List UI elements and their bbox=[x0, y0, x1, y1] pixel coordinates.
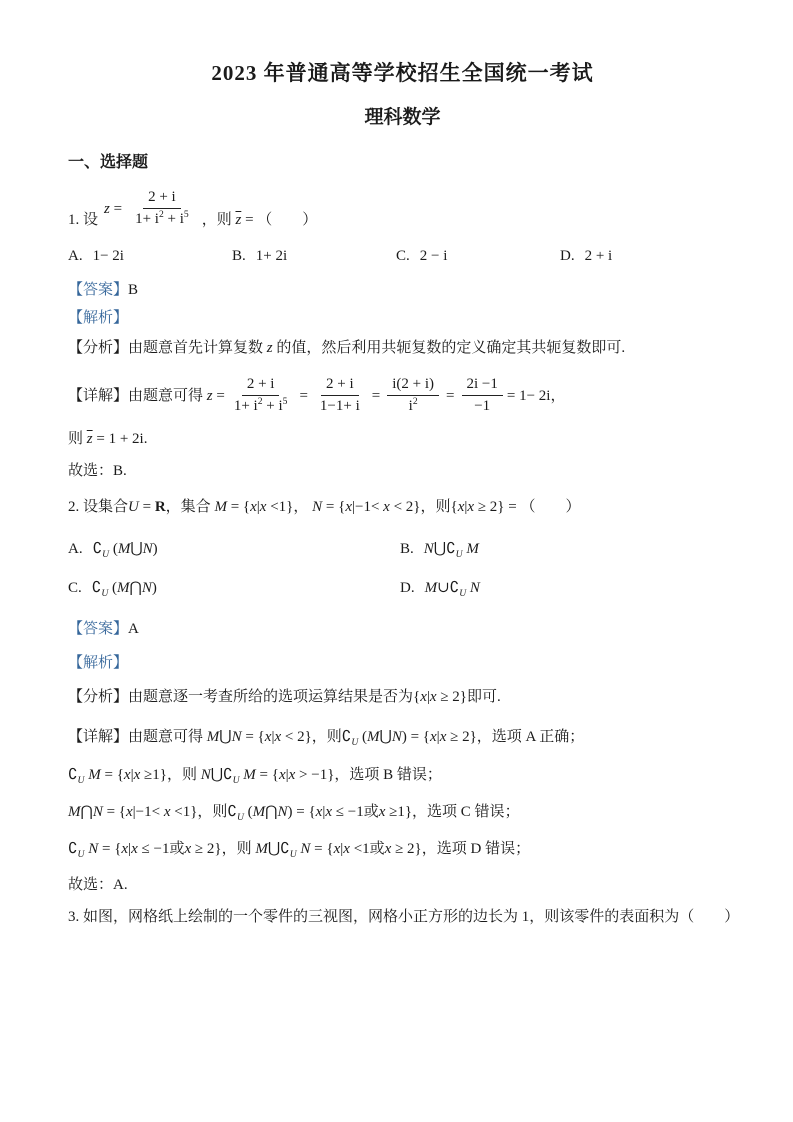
option-d bbox=[560, 245, 737, 267]
question-2-fenxi-line: 【分析】由题意逐一考查所给的选项运算结果是否为{x|x ≥ 2}即可. bbox=[68, 689, 501, 705]
section-header-choice-questions: 一、选择题 bbox=[68, 154, 149, 171]
fraction-numerator: i(2 + i) bbox=[387, 375, 439, 396]
question-2-answer-line bbox=[68, 618, 737, 640]
fraction-numerator: 2 + i bbox=[143, 188, 181, 209]
option-b-value: $N⋃∁_U$ M bbox=[423, 541, 479, 560]
question-1-jiexi-line bbox=[68, 307, 737, 329]
option-a bbox=[68, 245, 232, 267]
option-b-key: B. bbox=[232, 248, 246, 264]
fraction-denominator: −1 bbox=[474, 398, 491, 414]
option-d bbox=[400, 575, 480, 602]
option-d-value: 2 + i bbox=[584, 248, 613, 264]
question-1-stem bbox=[68, 188, 737, 231]
question-1-number-and-lead: 1. 设 bbox=[68, 212, 99, 228]
document-title: 2023 年普通高等学校招生全国统一考试 bbox=[211, 61, 594, 85]
question-1-detail-line-2: 则 $\overline{z} = 1 + 2i$. bbox=[68, 431, 148, 447]
option-b bbox=[400, 536, 479, 563]
equals-sign: = bbox=[299, 387, 308, 404]
option-b bbox=[232, 245, 396, 267]
fraction-denominator: $1+ i^2 + i^5$ bbox=[233, 396, 288, 414]
option-d-key: D. bbox=[560, 248, 575, 264]
fraction-numerator: 2i −1 bbox=[462, 375, 503, 396]
option-a-key: A. bbox=[68, 248, 83, 264]
question-1-options bbox=[68, 245, 737, 267]
option-b-key: B. bbox=[400, 541, 414, 557]
fraction bbox=[387, 375, 439, 416]
detail-prefix: 【详解】由题意可得 z = bbox=[68, 387, 225, 404]
fraction-numerator: 2 + i bbox=[321, 375, 359, 396]
option-c-value: 2 − i bbox=[419, 248, 448, 264]
question-2-detail-line-2: $∁_U$ M = {x|x ≥1}，则 $N⋃∁_U$ M = {x|x > −1}，选项 B 错误； bbox=[68, 767, 442, 786]
question-2-stem: 2. 设集合U = R，集合 M = {x|x <1}， N = {x|−1< x < 2}，则{x|x ≥ 2} = （ ） bbox=[68, 499, 581, 515]
question-2-detail-line-4: $∁_U$ N = {x|x ≤ −1或x ≥ 2}，则 $M⋃∁_U$ N = {x|x <1或x ≥ 2}，选项 D 错误； bbox=[68, 841, 531, 860]
question-1-detail-line bbox=[68, 375, 737, 416]
question-2-options-row-2 bbox=[68, 575, 737, 602]
fraction bbox=[130, 188, 194, 229]
formula-lhs: z = bbox=[104, 200, 123, 217]
question-1-fenxi-line: 【分析】由题意首先计算复数 z 的值，然后利用共轭复数的定义确定其共轭复数即可. bbox=[68, 340, 626, 356]
fraction bbox=[462, 375, 503, 416]
jiexi-label: 【解析】 bbox=[68, 310, 129, 326]
fraction-numerator: 2 + i bbox=[242, 375, 280, 396]
option-a-value: 1− 2i bbox=[92, 248, 124, 264]
fraction-denominator: 1−1+ i bbox=[319, 398, 360, 414]
option-c-value: $∁_U$ (M⋂N) bbox=[91, 580, 157, 599]
question-1-conclusion: 故选：B. bbox=[68, 463, 127, 479]
question-2-detail-line-1: 【详解】由题意可得 M⋃N = {x|x < 2}，则$∁_U$ (M⋃N) = {x|x ≥ 2}，选项 A 正确； bbox=[68, 729, 585, 748]
answer-label: 【答案】 bbox=[68, 621, 129, 637]
question-1-stem-suffix: ，则 $\overline{z}$ = （ ） bbox=[201, 212, 318, 228]
equals-sign: = bbox=[446, 387, 455, 404]
option-a-value: $∁_U$ (M⋃N) bbox=[92, 541, 158, 560]
document-subtitle: 理科数学 bbox=[364, 107, 441, 128]
detail-suffix: = 1− 2i， bbox=[506, 387, 566, 404]
answer-value: A bbox=[128, 621, 139, 637]
fraction bbox=[315, 375, 365, 416]
option-b-value: 1+ 2i bbox=[255, 248, 288, 264]
option-c-key: C. bbox=[68, 580, 82, 596]
option-d-key: D. bbox=[400, 580, 415, 596]
jiexi-label: 【解析】 bbox=[68, 655, 129, 671]
question-1-formula bbox=[104, 188, 198, 229]
question-3-stem: 3. 如图，网格纸上绘制的一个零件的三视图，网格小正方形的边长为 1，则该零件的表面积为（ ） bbox=[68, 909, 740, 925]
option-c bbox=[396, 245, 560, 267]
question-1-answer-line bbox=[68, 279, 737, 301]
question-2-conclusion: 故选：A. bbox=[68, 877, 128, 893]
question-2-detail-line-3: M⋂N = {x|−1< x <1}，则$∁_U$ (M⋂N) = {x|x ≤ −1或x ≥1}，选项 C 错误； bbox=[68, 804, 520, 823]
equals-sign: = bbox=[371, 387, 381, 404]
question-2-options-row-1 bbox=[68, 536, 737, 563]
option-a bbox=[68, 536, 400, 563]
question-2-jiexi-line bbox=[68, 652, 737, 674]
option-c bbox=[68, 575, 400, 602]
option-c-key: C. bbox=[396, 248, 410, 264]
answer-label: 【答案】 bbox=[68, 282, 129, 298]
fraction-denominator: $i^2$ bbox=[408, 396, 418, 414]
option-a-key: A. bbox=[68, 541, 83, 557]
option-d-value: $M\cup∁_U$ N bbox=[424, 580, 480, 599]
fraction-denominator: $1+ i^2 + i^5$ bbox=[135, 209, 189, 227]
fraction bbox=[229, 375, 293, 416]
answer-value: B bbox=[128, 282, 139, 298]
